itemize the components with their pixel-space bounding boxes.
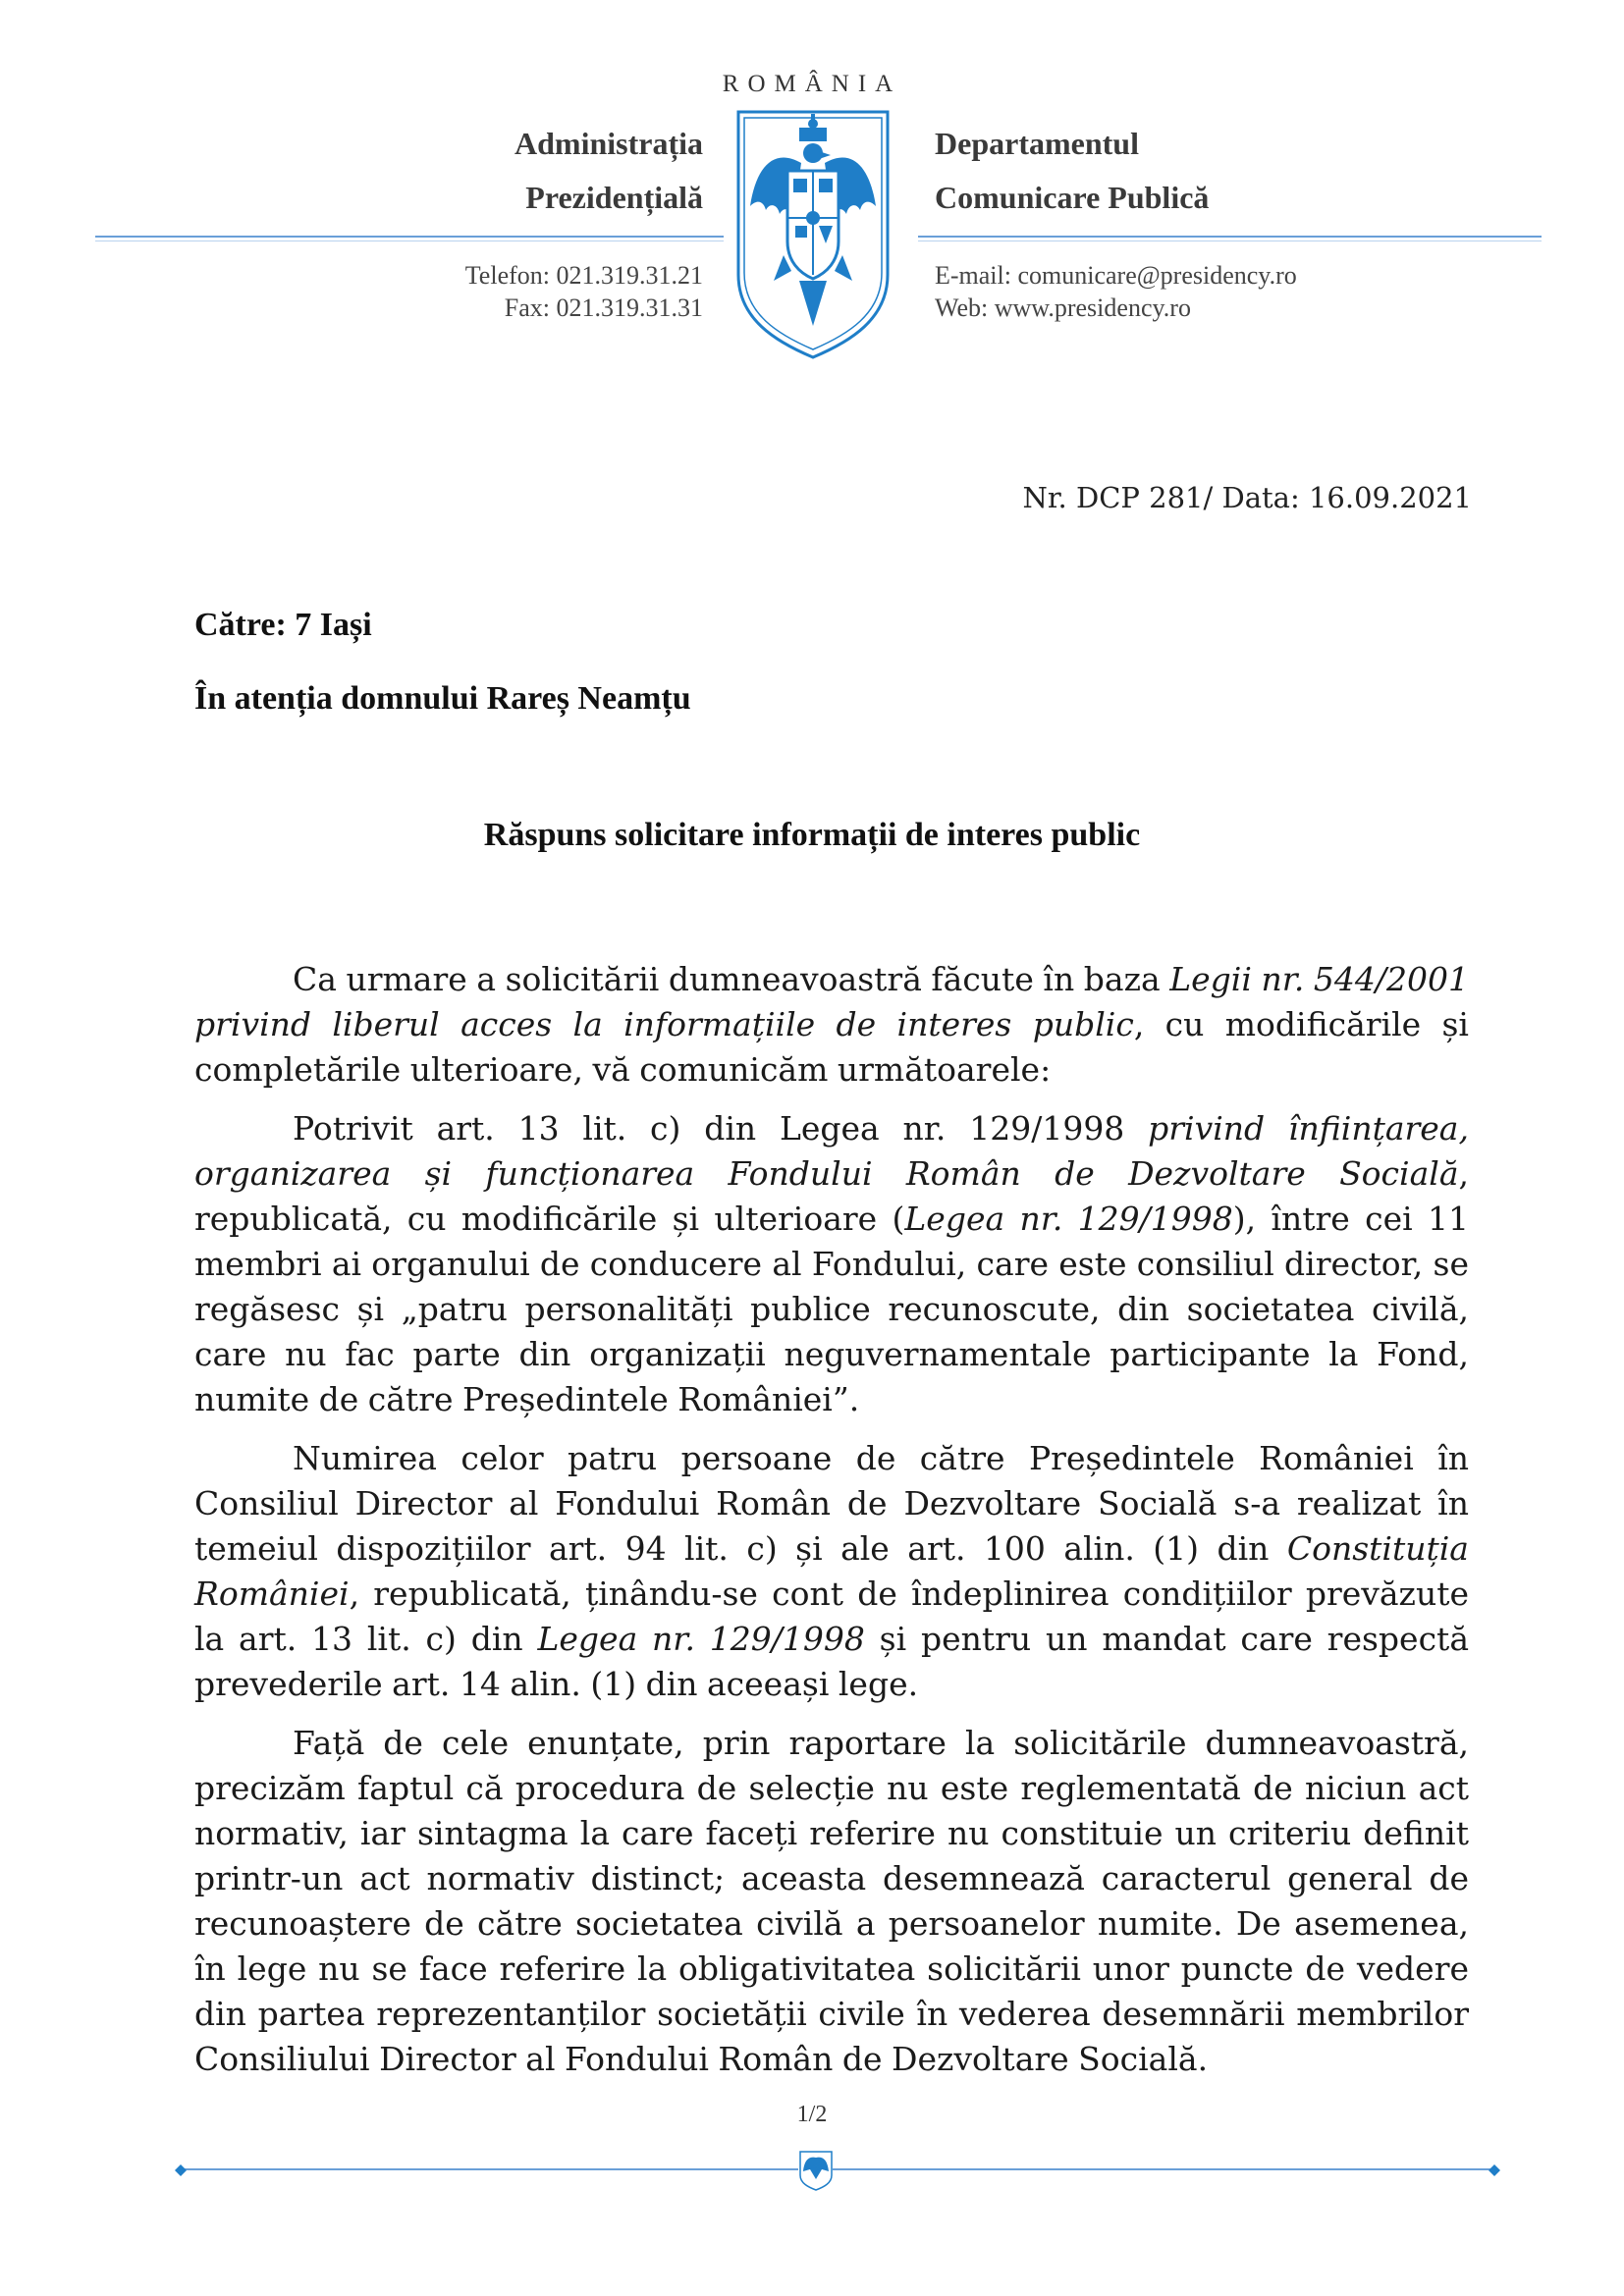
phone-number: Telefon: 021.319.31.21 [464,261,703,290]
footer-divider-right [833,2168,1490,2170]
document-reference: Nr. DCP 281/ Data: 16.09.2021 [1022,481,1472,514]
website-address: Web: www.presidency.ro [935,294,1191,322]
header-divider-left [95,236,724,238]
footer-diamond-left-icon [175,2163,187,2175]
romanian-coat-of-arms-icon [734,108,892,361]
header-divider-left-thin [95,240,724,241]
org-name-left-line1: Administrația [514,126,703,161]
paragraph-2: Potrivit art. 13 lit. c) din Legea nr. 129/1998 privind înființarea, organizarea și funcționarea Fondului Român de Dezvoltare Socială, republicată, cu modificările și ulterioare (Legea nr. 129/1998), între cei 11 membri ai organului de conducere al Fondului, care este consiliul director, se regăsesc și „patru personalități publice recunoscute, din societatea civilă, care nu fac parte din organizații neguvernamentale participante la Fond, numite de către Președintele României”. [194,1109,1470,1418]
department-name-line1: Departamentul [935,126,1139,161]
org-name-left-line2: Prezidențială [525,180,703,215]
attention-line: În atenția domnului Rareș Neamțu [194,680,691,717]
document-subject: Răspuns solicitare informații de interes public [483,817,1141,853]
page-number: 1/2 [796,2102,828,2127]
country-heading: ROMÂNIA [722,71,902,97]
email-address: E-mail: comunicare@presidency.ro [935,261,1297,290]
footer-divider-left [182,2168,798,2170]
paragraph-1: Ca urmare a solicitării dumneavoastră făcute în baza Legii nr. 544/2001 privind liberul acces la informațiile de interes public, cu modificările și completările ulterioare, vă comunicăm următoarele: [194,960,1470,1089]
header-divider-right-thin [918,240,1542,241]
fax-number: Fax: 021.319.31.31 [504,294,703,322]
recipient-line: Către: 7 Iași [194,607,372,643]
department-name-line2: Comunicare Publică [935,180,1210,215]
paragraph-3: Numirea celor patru persoane de către Președintele României în Consiliul Director al Fondului Român de Dezvoltare Socială s-a realizat în temeiul dispozițiilor art. 94 lit. c) și ale art. 100 alin. (1) din Constituția României, republicată, ținându-se cont de îndeplinirea condițiilor prevăzute la art. 13 lit. c) din Legea nr. 129/1998 și pentru un mandat care respectă prevederile art. 14 alin. (1) din aceeași lege. [194,1439,1469,1703]
paragraph-4: Față de cele enunțate, prin raportare la solicitările dumneavoastră, precizăm faptul că procedura de selecție nu este reglementată de niciun act normativ, iar sintagma la care faceți referire nu constituie un criteriu definit printr-un act normativ distinct; aceasta desemnează caracterul general de recunoaștere de către societatea civilă a persoanelor numite. De asemenea, în lege nu se face referire la obligativitatea solicitării unor puncte de vedere din partea reprezentanților societății civile în vederea desemnării membrilor Consiliului Director al Fondului Român de Dezvoltare Socială. [194,1724,1469,2078]
header-divider-right [918,236,1542,238]
coat-of-arms-small-icon [798,2150,834,2191]
footer-diamond-right-icon [1489,2163,1500,2175]
